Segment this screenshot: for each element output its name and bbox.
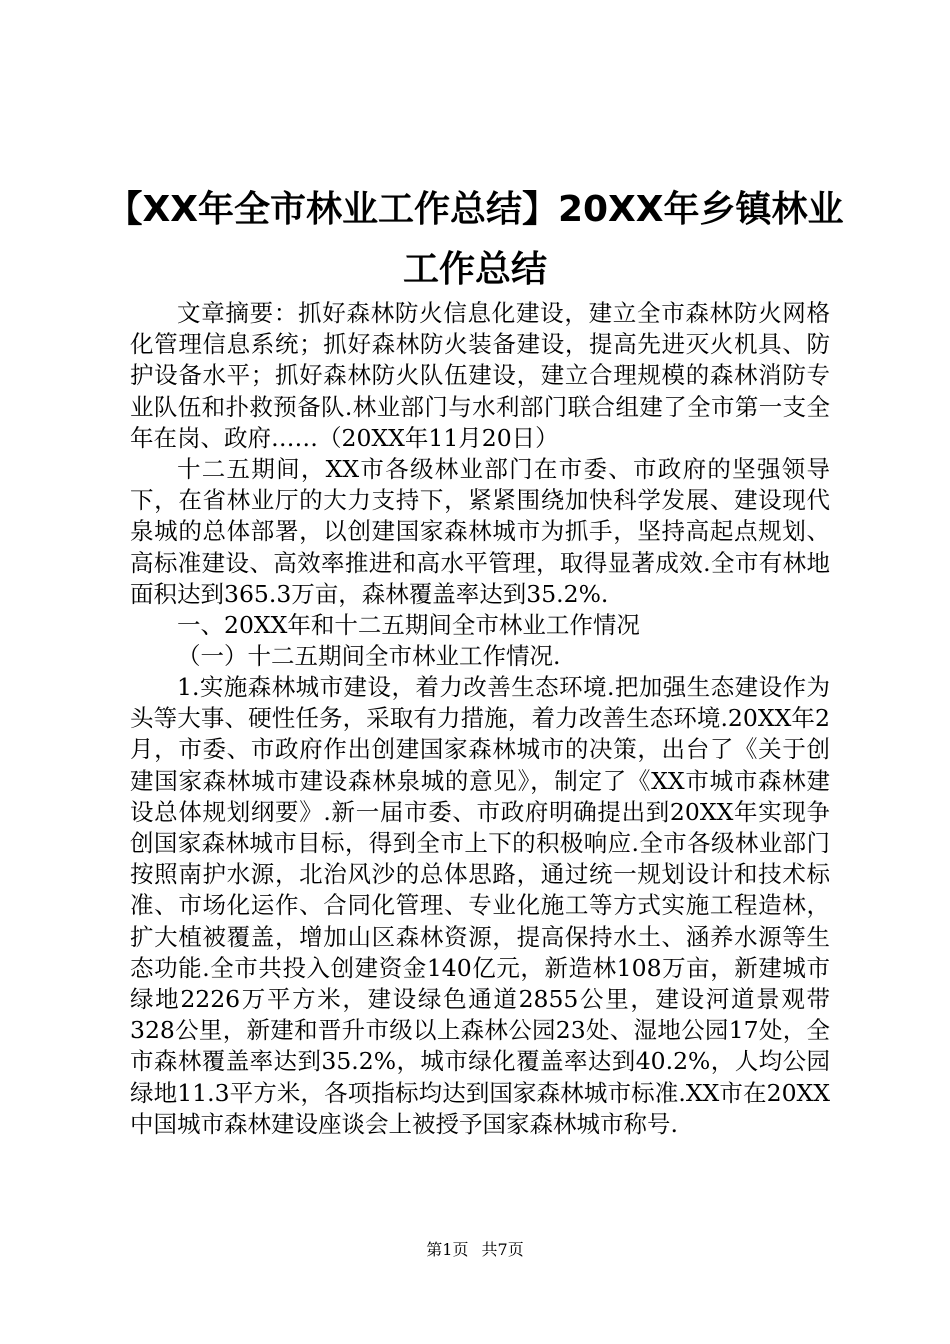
abstract-paragraph: 文章摘要：抓好森林防火信息化建设，建立全市森林防火网格化管理信息系统；抓好森林防火装备建设，提高先进灭火机具、防护设备水平；抓好森林防火队伍建设，建立合理规模的森林消防专业队伍和扑救预备队.林业部门与水利部门联合组建了全市第一支全年在岗、政府……（20XX年11月20日） xyxy=(130,299,830,452)
page-footer xyxy=(0,1238,950,1262)
intro-paragraph: 十二五期间，XX市各级林业部门在市委、市政府的坚强领导下，在省林业厅的大力支持下，紧紧围绕加快科学发展、建设现代泉城的总体部署，以创建国家森林城市为抓手，坚持高起点规划、高标准建设、高效率推进和高水平管理，取得显著成效.全市有林地面积达到365.3万亩，森林覆盖率达到35.2%. xyxy=(130,455,830,608)
document-title-line-1: 【XX年全市林业工作总结】20XX年乡镇林业 xyxy=(106,189,844,230)
document-title-line-2: 工作总结 xyxy=(402,249,547,290)
page-number: 第1页 xyxy=(426,1240,469,1259)
item-1-paragraph: 1.实施森林城市建设，着力改善生态环境.把加强生态建设作为头等大事、硬性任务，采取有力措施，着力改善生态环境.20XX年2月，市委、市政府作出创建国家森林城市的决策，出台了《关于创建国家森林城市建设森林泉城的意见》，制定了《XX市城市森林建设总体规划纲要》.新一届市委、市政府明确提出到20XX年实现争创国家森林城市目标，得到全市上下的积极响应.全市各级林业部门按照南护水源，北治风沙的总体思路，通过统一规划设计和技术标准、市场化运作、合同化管理、专业化施工等方式实施工程造林，扩大植被覆盖，增加山区森林资源，提高保持水土、涵养水源等生态功能.全市共投入创建资金140亿元，新造林108万亩，新建城市绿地2226万平方米，建设绿色通道2855公里，建设河道景观带328公里，新建和晋升市级以上森林公园23处、湿地公园17处，全市森林覆盖率达到35.2%，城市绿化覆盖率达到40.2%，人均公园绿地11.3平方米，各项指标均达到国家森林城市标准.XX市在20XX中国城市森林建设座谈会上被授予国家森林城市称号. xyxy=(130,673,830,1138)
subsection-heading: （一）十二五期间全市林业工作情况. xyxy=(177,642,561,670)
section-heading: 一、20XX年和十二五期间全市林业工作情况 xyxy=(177,611,640,639)
page-total: 共7页 xyxy=(481,1240,524,1259)
